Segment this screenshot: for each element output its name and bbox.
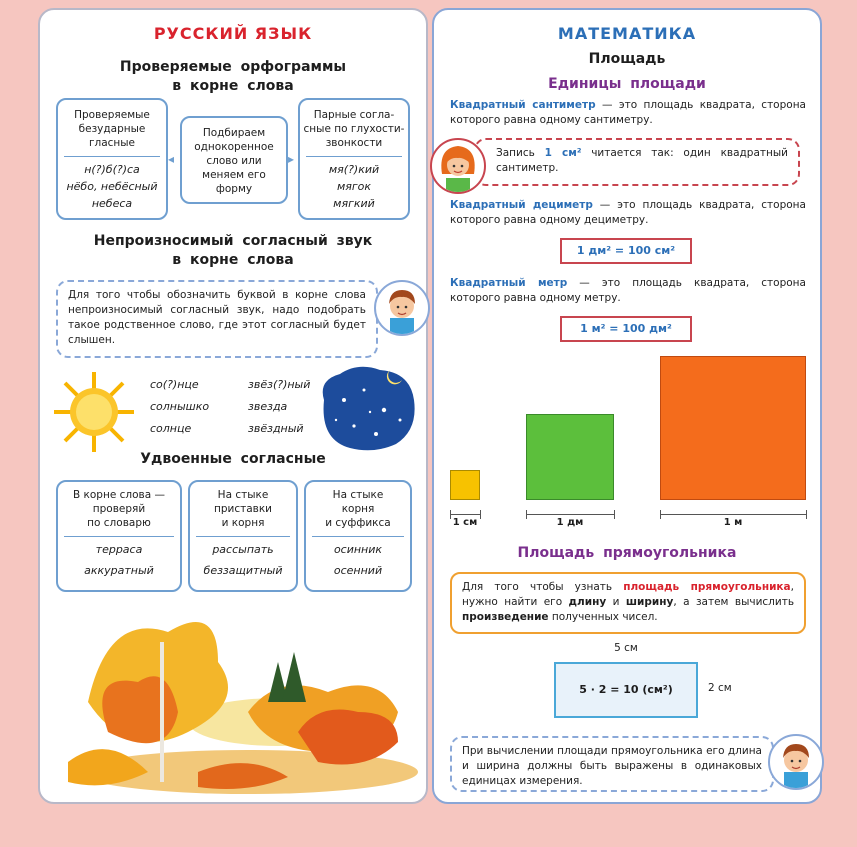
label-1m: 1 м	[723, 517, 743, 528]
sq-dm-definition: Квадратный дециметр — это площадь квадрата, сторона которого равна одному дециметру.	[450, 199, 806, 226]
sq-cm-note: Запись 1 см² читается так: один квадратный сантиметр.	[474, 138, 800, 186]
box-rule: Подбираем однокоренное слово или меняем его форму	[180, 116, 288, 204]
girl-avatar-icon	[432, 140, 484, 192]
square-1m	[660, 356, 806, 500]
example-nebesa: небеса	[91, 197, 133, 210]
girl-avatar	[430, 138, 486, 194]
box-paired-consonants: Парные согла- сные по глухости- звонкости мя(?)кий мягок мягкий	[298, 98, 410, 220]
section3-title: Удвоенные согласные	[140, 451, 326, 467]
example-myagkiy: мягкий	[333, 197, 375, 210]
example-rassypat: рассыпать	[212, 543, 274, 556]
sq-cm-definition: Квадратный сантиметр — это площадь квадрата, сторона которого равна одному сантиметру.	[450, 99, 806, 126]
example-osinnik: осинник	[333, 543, 383, 556]
label-1dm: 1 дм	[556, 517, 584, 528]
example-terrasa: терраса	[95, 543, 143, 556]
math-subject-title: МАТЕМАТИКА	[557, 24, 697, 43]
example-myagok: мягок	[336, 180, 372, 193]
math-panel	[432, 8, 822, 804]
units-note: При вычислении площади прямоугольника его длина и ширина должны быть выражены в одинаковых единицах измерения.	[450, 736, 774, 792]
square-1dm	[526, 414, 614, 500]
col-prefix-root: На стыке приставки и корня рассыпать беззащитный	[188, 480, 298, 592]
night-sky-icon	[314, 360, 418, 454]
arrow-right-icon: ▸	[288, 152, 295, 166]
arrow-left-icon: ◂	[168, 152, 175, 166]
rect-area-rule: Для того чтобы узнать площадь прямоугольника, нужно найти его длину и ширину, а затем вычислить произведение полученных чисел.	[450, 572, 806, 634]
rect-height-label: 2 см	[708, 682, 732, 694]
silent-consonant-note: Для того чтобы обозначить буквой в корне слова непроизносимый согласный звук, надо подобрать такое родственное слово, где этот согласный будет слышен.	[56, 280, 378, 358]
star-examples: звёз(?)ный звезда звёздный	[248, 378, 311, 435]
example-osenniy: осенний	[333, 564, 383, 577]
units-subtitle: Единицы площади	[548, 76, 706, 92]
sun-icon	[52, 370, 136, 454]
rect-area-title: Площадь прямоугольника	[517, 545, 737, 561]
box-unstressed-vowels: Проверяемые безударные гласные н(?)б(?)са нёбо, небёсный небеса	[56, 98, 168, 220]
col-root-suffix: На стыке корня и суффикса осинник осенний	[304, 480, 412, 592]
sq-m-definition: Квадратный метр — это площадь квадрата, сторона которого равна одному метру.	[450, 277, 806, 304]
section1-title: Проверяемые орфограммы в корне слова	[119, 59, 347, 94]
example-bezzashchitnyy: беззащитный	[203, 564, 283, 577]
boy-avatar-2-icon	[770, 736, 822, 788]
label-1cm: 1 см	[452, 517, 478, 528]
rect-width-label: 5 см	[614, 642, 638, 654]
example-akkuratnyy: аккуратный	[84, 564, 154, 577]
russian-subject-title: РУССКИЙ ЯЗЫК	[153, 24, 313, 43]
boy-avatar-2	[768, 734, 824, 790]
boy-avatar	[374, 280, 430, 336]
example-nebo: нёбо, небёсный	[66, 180, 158, 193]
square-1cm	[450, 470, 480, 500]
rect-example: 5 · 2 = 10 (см²)	[554, 662, 698, 718]
math-title: Площадь	[588, 51, 666, 67]
formula-m: 1 м² = 100 дм²	[560, 316, 692, 342]
russian-panel	[38, 8, 428, 804]
autumn-landscape-illustration	[48, 602, 420, 798]
section2-title: Непроизносимый согласный звук в корне слова	[93, 233, 373, 268]
example-myagkiy-q: мя(?)кий	[328, 163, 380, 176]
formula-dm: 1 дм² = 100 см²	[560, 238, 692, 264]
sun-examples: со(?)нце солнышко солнце	[150, 378, 210, 435]
example-nebesa-q: н(?)б(?)са	[84, 163, 140, 176]
col-root: В корне слова — проверяй по словарю терраса аккуратный	[56, 480, 182, 592]
boy-avatar-icon	[376, 282, 428, 334]
